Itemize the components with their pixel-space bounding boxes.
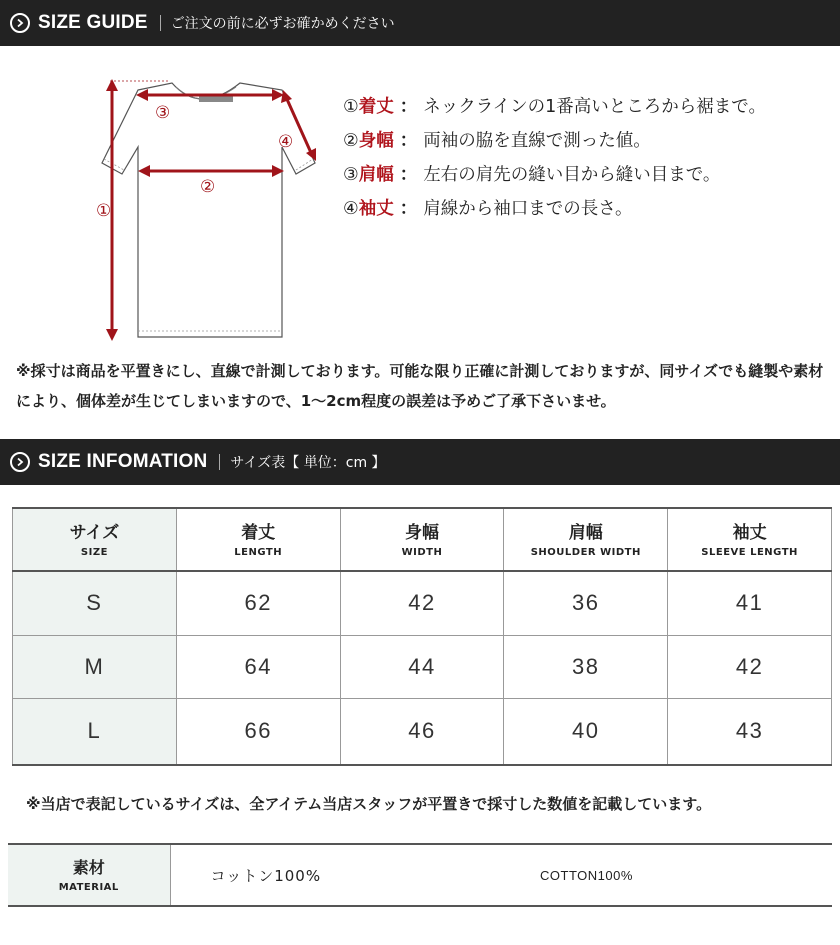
material-label: 素材 MATERIAL xyxy=(8,844,170,906)
size-label: M xyxy=(13,635,177,698)
shoulder-value: 40 xyxy=(504,698,668,765)
material-table xyxy=(8,843,832,907)
size-label: L xyxy=(13,698,177,765)
table-header-row xyxy=(13,508,832,571)
size-guide-header xyxy=(0,0,840,46)
divider xyxy=(160,15,161,31)
material-row xyxy=(8,844,832,906)
definition-item: ④ 袖丈 ： 肩線から袖口までの長さ。 xyxy=(343,192,766,226)
material-value-jp: コットン100% xyxy=(170,844,460,906)
definition-text: 左右の肩先の縫い目から縫い目まで。 xyxy=(423,165,721,185)
definition-key: 着丈 xyxy=(358,97,394,117)
material-value-en: COTTON100% xyxy=(460,844,832,906)
section-subtitle: サイズ表【 単位：cm 】 xyxy=(230,455,386,471)
marker-4: ④ xyxy=(278,132,294,152)
size-label: S xyxy=(13,571,177,635)
chevron-right-icon xyxy=(10,452,30,472)
width-value: 46 xyxy=(340,698,504,765)
section-title: SIZE INFOMATION xyxy=(38,451,208,472)
length-value: 62 xyxy=(176,571,340,635)
definition-text: 肩線から袖口までの長さ。 xyxy=(423,199,633,219)
definition-number: ② xyxy=(343,131,359,151)
chevron-right-icon xyxy=(10,13,30,33)
table-row xyxy=(13,635,832,698)
header-shoulder: 肩幅 SHOULDER WIDTH xyxy=(504,508,668,571)
definition-item: ② 身幅 ： 両袖の脇を直線で測った値。 xyxy=(343,124,766,158)
shirt-outline xyxy=(102,83,315,337)
marker-3: ③ xyxy=(155,103,171,123)
width-value: 42 xyxy=(340,571,504,635)
measurement-note: ※採寸は商品を平置きにし、直線で計測しております。可能な限り正確に計測しておりますが、同サイズでも縫製や素材により、個体差が生じてしまいますので、1～2cm程度の誤差は予めご了承下さいませ。 xyxy=(16,362,824,410)
sleeve-value: 41 xyxy=(668,571,832,635)
length-value: 64 xyxy=(176,635,340,698)
header-size: サイズ SIZE xyxy=(13,508,177,571)
shoulder-value: 36 xyxy=(504,571,668,635)
definition-text: ネックラインの1番高いところから裾まで。 xyxy=(423,97,766,117)
marker-1: ① xyxy=(96,201,112,221)
width-value: 44 xyxy=(340,635,504,698)
header-sleeve: 袖丈 SLEEVE LENGTH xyxy=(668,508,832,571)
shoulder-value: 38 xyxy=(504,635,668,698)
definition-key: 肩幅 xyxy=(358,165,394,185)
size-info-header xyxy=(0,439,840,485)
definition-number: ③ xyxy=(343,165,359,185)
measurement-definitions xyxy=(343,90,766,226)
divider xyxy=(219,454,220,470)
sleeve-value: 43 xyxy=(668,698,832,765)
definition-key: 身幅 xyxy=(358,131,394,151)
header-length: 着丈 LENGTH xyxy=(176,508,340,571)
definition-item: ① 着丈 ： ネックラインの1番高いところから裾まで。 xyxy=(343,90,766,124)
section-title: SIZE GUIDE xyxy=(38,12,148,33)
definition-key: 袖丈 xyxy=(358,199,394,219)
definition-item: ③ 肩幅 ： 左右の肩先の縫い目から縫い目まで。 xyxy=(343,158,766,192)
definition-text: 両袖の脇を直線で測った値。 xyxy=(423,131,651,151)
section-subtitle: ご注文の前に必ずお確かめください xyxy=(170,16,395,32)
length-value: 66 xyxy=(176,698,340,765)
size-table xyxy=(12,507,832,766)
table-row xyxy=(13,698,832,765)
definition-number: ④ xyxy=(343,199,359,219)
header-width: 身幅 WIDTH xyxy=(340,508,504,571)
tshirt-diagram xyxy=(90,75,330,350)
table-row xyxy=(13,571,832,635)
definition-number: ① xyxy=(343,97,359,117)
sleeve-value: 42 xyxy=(668,635,832,698)
marker-2: ② xyxy=(200,177,216,197)
store-note: ※当店で表記しているサイズは、全アイテム当店スタッフが平置きで採寸した数値を記載しています。 xyxy=(26,795,712,813)
